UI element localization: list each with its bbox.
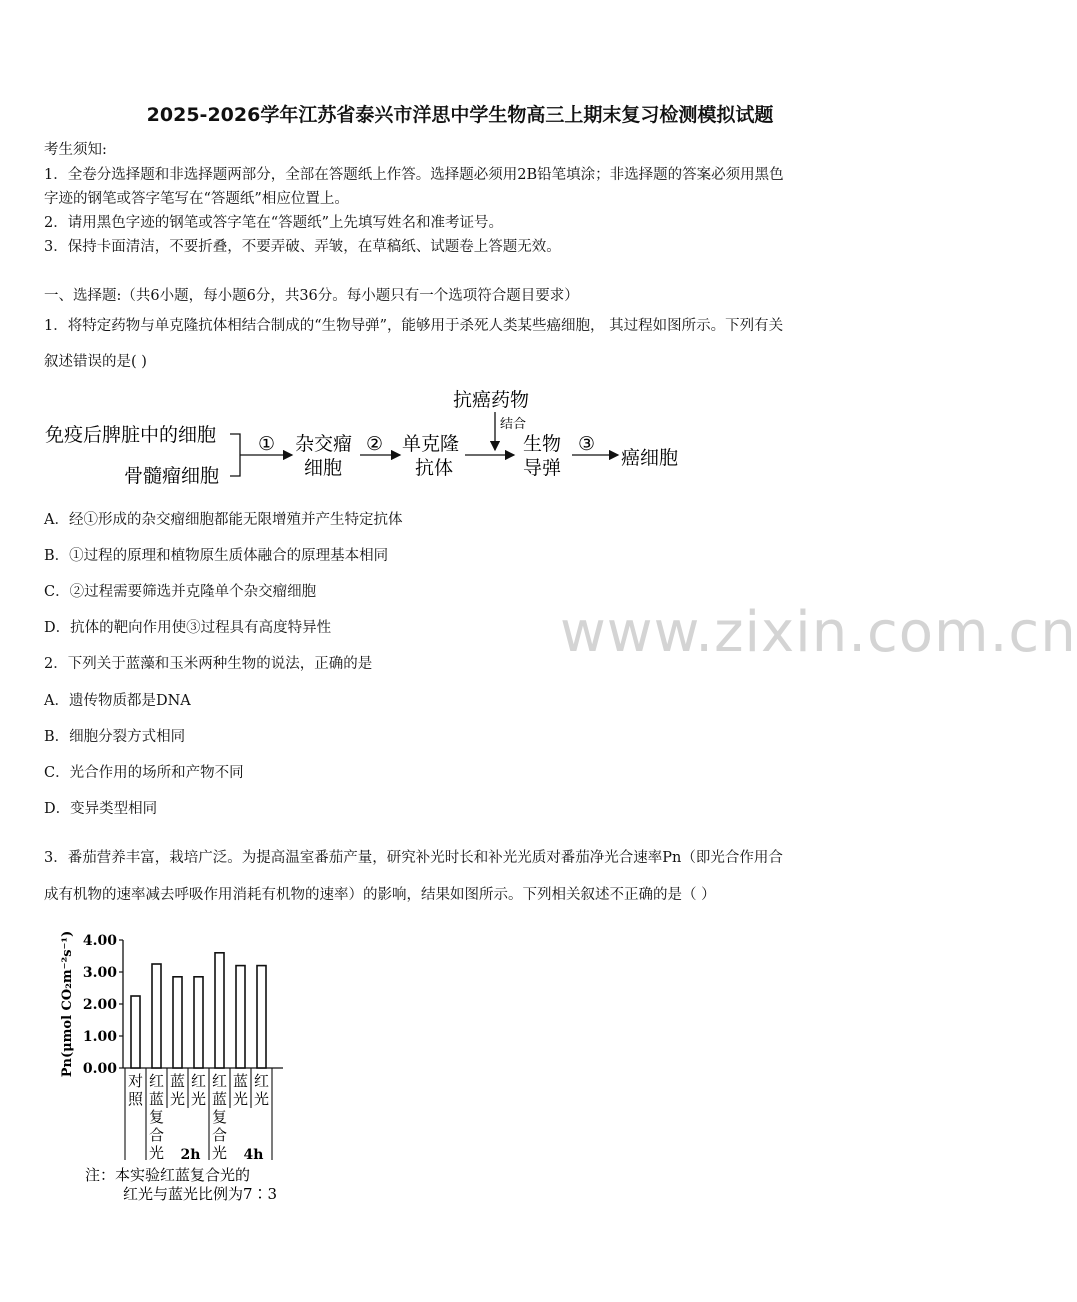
- q2-option-d: D．变异类型相同: [44, 801, 158, 817]
- hybridoma-label-b: 细胞: [304, 457, 343, 479]
- notice-item: 1．全卷分选择题和非选择题两部分，全部在答题纸上作答。选择题必须用2B铅笔填涂；非选择题的答案必须用黑色: [44, 167, 784, 183]
- y-tick-label: 3.00: [82, 965, 117, 981]
- x-category-label: 红光: [253, 1072, 270, 1108]
- step-3-label: ③: [578, 433, 596, 455]
- q2-option-b: B．细胞分裂方式相同: [44, 729, 186, 745]
- hybridoma-label-a: 杂交瘤: [295, 433, 353, 455]
- step-1-label: ①: [258, 433, 276, 455]
- chart-note: 红光与蓝光比例为7∶3: [123, 1185, 278, 1203]
- q2-option-a: A．遗传物质都是DNA: [44, 693, 191, 709]
- question-3-stem: 3．番茄营养丰富，栽培广泛。为提高温室番茄产量，研究补光时长和补光光质对番茄净光合速率Pn（即光合作用合: [44, 850, 783, 866]
- bar: [194, 977, 203, 1068]
- question-1-stem-cont: 叙述错误的是( ): [44, 354, 147, 370]
- q1-option-a: A．经①形成的杂交瘤细胞都能无限增殖并产生特定抗体: [44, 512, 403, 528]
- watermark: www.zixin.com.cn: [560, 600, 1077, 665]
- group-label: 2h: [180, 1147, 201, 1163]
- x-category-label: 蓝光: [169, 1072, 186, 1108]
- bar: [257, 966, 266, 1068]
- bar: [131, 996, 140, 1068]
- x-category-label: 红蓝复合光: [148, 1072, 165, 1162]
- mab-label-a: 单克隆: [402, 433, 460, 455]
- question-2-stem: 2．下列关于蓝藻和玉米两种生物的说法，正确的是: [44, 656, 373, 672]
- q2-option-c: C．光合作用的场所和产物不同: [44, 765, 244, 781]
- group-label: 4h: [243, 1147, 264, 1163]
- bar: [173, 977, 182, 1068]
- notice-item: 3．保持卡面清洁，不要折叠，不要弄破、弄皱，在草稿纸、试题卷上答题无效。: [44, 239, 561, 255]
- y-axis-label: Pn(μmol CO₂m⁻²s⁻¹): [60, 930, 75, 1078]
- combine-label: 结合: [500, 417, 527, 432]
- question-1-stem: 1．将特定药物与单克隆抗体相结合制成的“生物导弹”，能够用于杀死人类某些癌细胞， 其过程如图所示。下列有关: [44, 318, 784, 334]
- x-category-label: 红蓝复合光: [211, 1072, 228, 1162]
- anticancer-drug-label: 抗癌药物: [453, 389, 530, 411]
- y-tick-label: 0.00: [82, 1061, 117, 1077]
- step-2-label: ②: [366, 433, 384, 455]
- q1-option-d: D．抗体的靶向作用使③过程具有高度特异性: [44, 620, 332, 636]
- x-category-label: 对照: [127, 1072, 144, 1108]
- diagram-input-myeloma-cells: 骨髓瘤细胞: [124, 465, 220, 487]
- bar: [215, 953, 224, 1068]
- notice-heading: 考生须知:: [44, 142, 107, 158]
- missile-label-a: 生物: [523, 433, 562, 455]
- diagram-input-spleen-cells: 免疫后脾脏中的细胞: [45, 424, 217, 446]
- mab-label-b: 抗体: [415, 457, 454, 479]
- chart-note: 注：本实验红蓝复合光的: [85, 1166, 251, 1184]
- section-heading: 一、选择题:（共6小题，每小题6分，共36分。每小题只有一个选项符合题目要求）: [44, 288, 579, 304]
- x-category-label: 红光: [190, 1072, 207, 1108]
- cancer-cell-label: 癌细胞: [621, 447, 679, 469]
- bar: [152, 964, 161, 1068]
- bar: [236, 966, 245, 1068]
- x-category-label: 蓝光: [232, 1072, 249, 1108]
- y-tick-label: 1.00: [82, 1029, 117, 1045]
- pn-bar-chart: [55, 925, 335, 1210]
- page-title: 2025-2026学年江苏省泰兴市洋思中学生物高三上期末复习检测模拟试题: [146, 104, 774, 126]
- question-3-stem-cont: 成有机物的速率减去呼吸作用消耗有机物的速率）的影响，结果如图所示。下列相关叙述不正确的是（ ）: [44, 887, 716, 903]
- y-tick-label: 2.00: [82, 997, 117, 1013]
- missile-label-b: 导弹: [523, 457, 562, 479]
- q1-option-b: B．①过程的原理和植物原生质体融合的原理基本相同: [44, 548, 389, 564]
- monoclonal-process-diagram: [40, 384, 700, 494]
- y-tick-label: 4.00: [82, 933, 117, 949]
- notice-item: 字迹的钢笔或答字笔写在“答题纸”相应位置上。: [44, 191, 349, 207]
- q1-option-c: C．②过程需要筛选并克隆单个杂交瘤细胞: [44, 584, 317, 600]
- notice-item: 2．请用黑色字迹的钢笔或答字笔在“答题纸”上先填写姓名和准考证号。: [44, 215, 504, 231]
